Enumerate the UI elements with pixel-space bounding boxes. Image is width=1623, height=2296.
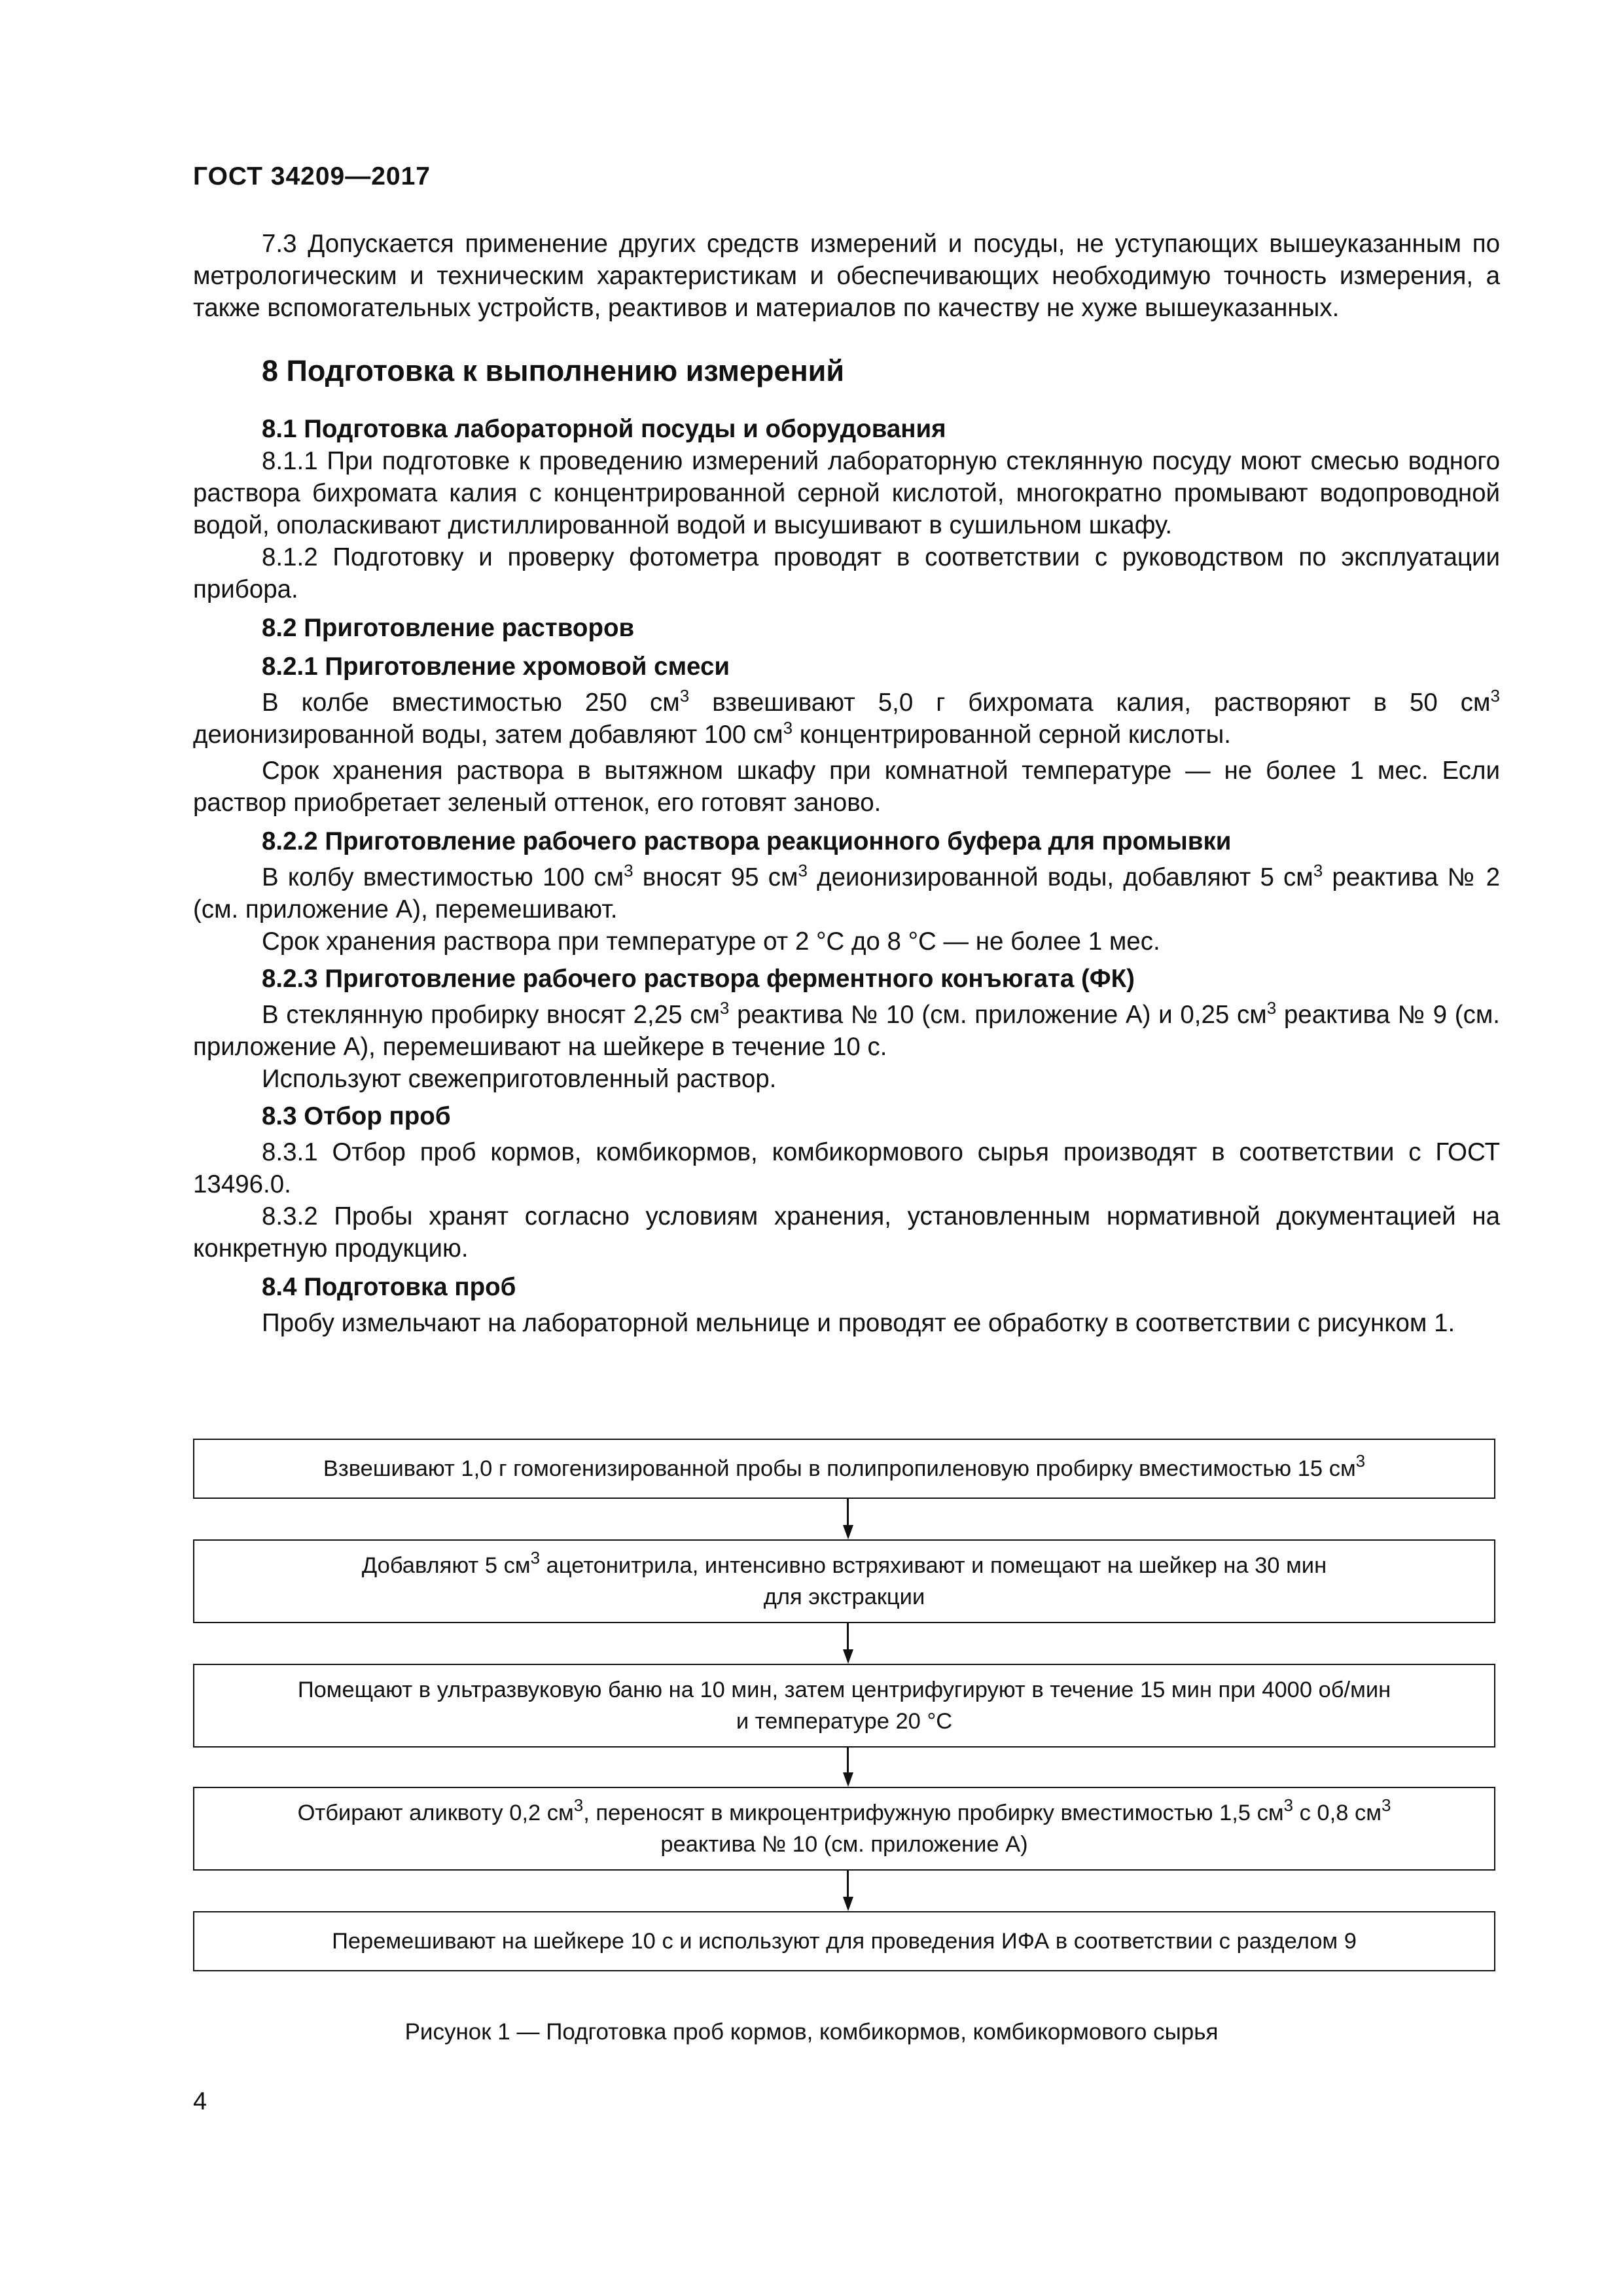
section-8-3-title: 8.3 Отбор проб bbox=[262, 1102, 451, 1130]
section-8-4-title: 8.4 Подготовка проб bbox=[262, 1273, 516, 1301]
section-8-2-3-title: 8.2.3 Приготовление рабочего раствора ферментного конъюгата (ФК) bbox=[262, 965, 1135, 993]
flowchart-arrow-1 bbox=[843, 1499, 853, 1539]
section-8-title: 8 Подготовка к выполнению измерений bbox=[262, 354, 844, 387]
flowchart-step-1: Взвешивают 1,0 г гомогенизированной пробы в полипропиленовую пробирку вместимостью 15 $см^3$ bbox=[193, 1439, 1495, 1499]
paragraph-8-2-1-b: Срок хранения раствора в вытяжном шкафу при комнатной температуре — не более 1 мес. Если раствор приобретает зеленый оттенок, его готовят заново. bbox=[193, 757, 1500, 817]
figure-caption: Рисунок 1 — Подготовка проб кормов, комбикормов, комбикормового сырья bbox=[404, 2019, 1219, 2045]
paragraph-8-2-3-a: В стеклянную пробирку вносят 2,25 $см^3$ реактива № 10 (см. приложение А) и 0,25 $см^3$ реактива № 9 (см. приложение А), перемешивают на шейкере в течение 10 с. bbox=[193, 998, 1500, 1061]
paragraph-8-1-1: 8.1.1 При подготовке к проведению измерений лабораторную стеклянную посуду моют смесью водного раствора бихромата калия с концентрированной серной кислотой, многократно промывают водопроводной водой, ополаскивают дистиллированной водой и высушивают в сушильном шкафу. bbox=[193, 447, 1500, 539]
flowchart-step-4: Отбирают аликвоту 0,2 $см^3$, переносят в микроцентрифужную пробирку вместимостью 1,5 $см^3$ с 0,8 $см^3$ реактива № 10 (см. приложение А) bbox=[193, 1787, 1495, 1871]
section-8-2-title: 8.2 Приготовление растворов bbox=[262, 614, 635, 642]
paragraph-8-3-1: 8.3.1 Отбор проб кормов, комбикормов, комбикормового сырья производят в соответствии с ГОСТ 13496.0. bbox=[193, 1138, 1500, 1198]
page-number: 4 bbox=[193, 2088, 207, 2115]
flowchart-step-5: Перемешивают на шейкере 10 с и используют для проведения ИФА в соответствии с разделом 9 bbox=[193, 1911, 1495, 1971]
paragraph-8-2-2-a: В колбу вместимостью 100 $см^3$ вносят 95 $см^3$ деионизированной воды, добавляют 5 $см^3$ реактива № 2 (см. приложение А), перемешивают. bbox=[193, 861, 1501, 924]
paragraph-7-3: 7.3 Допускается применение других средств измерений и посуды, не уступающих вышеуказанным по метрологическим и техническим характеристикам и обеспечивающих необходимую точность измерения, а также вспомогательных устройств, реактивов и материалов по качеству не хуже вышеуказанных. bbox=[193, 230, 1500, 322]
paragraph-8-3-2: 8.3.2 Пробы хранят согласно условиям хранения, установленным нормативной документацией на конкретную продукцию. bbox=[193, 1202, 1500, 1263]
section-8-1-title: 8.1 Подготовка лабораторной посуды и оборудования bbox=[262, 415, 946, 443]
paragraph-8-4: Пробу измельчают на лабораторной мельнице и проводят ее обработку в соответствии с рисунком 1. bbox=[262, 1309, 1455, 1337]
paragraph-8-2-3-b: Используют свежеприготовленный раствор. bbox=[262, 1065, 777, 1093]
flowchart-step-2: Добавляют 5 $см^3$ ацетонитрила, интенсивно встряхивают и помещают на шейкер на 30 мин для экстракции bbox=[193, 1539, 1495, 1623]
flowchart-arrow-3 bbox=[843, 1748, 853, 1787]
paragraph-8-2-2-b: Срок хранения раствора при температуре от 2 °С до 8 °С — не более 1 мес. bbox=[262, 927, 1160, 956]
standard-header: ГОСТ 34209—2017 bbox=[193, 162, 431, 190]
section-8-2-2-title: 8.2.2 Приготовление рабочего раствора реакционного буфера для промывки bbox=[262, 827, 1232, 855]
paragraph-8-2-1-a: В колбе вместимостью 250 $см^3$ взвешивают 5,0 г бихромата калия, растворяют в 50 $см^3$ деионизированной воды, затем добавляют 100 $см^3$ концентрированной серной кислоты. bbox=[193, 686, 1500, 749]
flowchart-arrow-4 bbox=[843, 1871, 853, 1911]
paragraph-8-1-2: 8.1.2 Подготовку и проверку фотометра проводят в соответствии с руководством по эксплуатации прибора. bbox=[193, 543, 1500, 603]
body-text bbox=[193, 228, 1500, 1339]
flowchart-arrow-2 bbox=[843, 1623, 853, 1664]
section-8-2-1-title: 8.2.1 Приготовление хромовой смеси bbox=[262, 653, 730, 681]
flowchart-step-3: Помещают в ультразвуковую баню на 10 мин, затем центрифугируют в течение 15 мин при 4000 об/мин и температуре 20 °С bbox=[193, 1664, 1495, 1748]
